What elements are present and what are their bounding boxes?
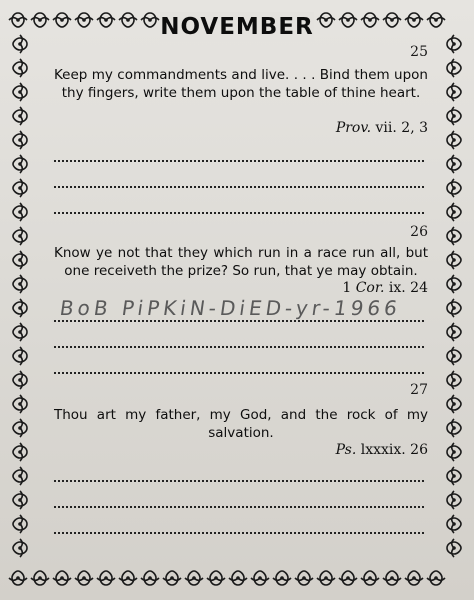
border-flower-ornament [447,419,461,437]
border-flower-ornament [339,571,357,585]
verse-text: Know ye not that they which run in a race run all, but one receiveth the prize? So run, that ye may obtain. [54,245,428,279]
writing-line[interactable] [54,212,424,214]
border-flower-ornament [31,571,49,585]
border-flower-ornament [75,571,93,585]
border-flower-ornament [13,203,27,221]
writing-line[interactable] [54,506,424,508]
day-number: 27 [410,382,428,398]
border-flower-ornament [317,571,335,585]
border-flower-ornament [447,515,461,533]
border-flower-ornament [273,571,291,585]
border-flower-ornament [447,35,461,53]
border-flower-ornament [119,571,137,585]
border-flower-ornament [31,13,49,27]
border-flower-ornament [13,107,27,125]
border-flower-ornament [447,83,461,101]
border-flower-ornament [13,179,27,197]
border-flower-ornament [447,131,461,149]
border-flower-ornament [13,515,27,533]
border-flower-ornament [447,251,461,269]
border-flower-ornament [383,13,401,27]
border-flower-ornament [13,443,27,461]
border-flower-ornament [13,299,27,317]
border-flower-ornament [13,131,27,149]
border-flower-ornament [427,13,445,27]
border-flower-ornament [361,13,379,27]
border-flower-ornament [13,371,27,389]
border-flower-ornament [13,491,27,509]
border-flower-ornament [13,467,27,485]
border-flower-ornament [251,571,269,585]
border-flower-ornament [185,571,203,585]
border-flower-ornament [405,571,423,585]
border-flower-ornament [13,155,27,173]
border-flower-ornament [53,571,71,585]
border-flower-ornament [447,299,461,317]
border-flower-ornament [447,275,461,293]
verse-reference [336,442,428,458]
border-flower-ornament [405,13,423,27]
border-flower-ornament [447,395,461,413]
border-flower-ornament [13,347,27,365]
writing-line[interactable] [54,320,424,322]
writing-line[interactable] [54,346,424,348]
verse-reference [336,120,428,136]
border-flower-ornament [361,571,379,585]
writing-line[interactable] [54,160,424,162]
reference-verse: vii. 2, 3 [375,120,428,136]
border-flower-ornament [447,179,461,197]
verse-reference [342,280,428,296]
border-flower-ornament [119,13,137,27]
border-flower-ornament [447,467,461,485]
border-flower-ornament [13,323,27,341]
reference-book: Prov. [335,120,372,136]
writing-line[interactable] [54,480,424,482]
border-flower-ornament [97,13,115,27]
border-flower-ornament [427,571,445,585]
border-flower-ornament [9,571,27,585]
writing-line[interactable] [54,372,424,374]
border-flower-ornament [13,419,27,437]
day-number: 25 [410,44,428,60]
border-flower-ornament [229,571,247,585]
border-flower-ornament [383,571,401,585]
border-flower-ornament [447,539,461,557]
border-flower-ornament [339,13,357,27]
border-flower-ornament [163,571,181,585]
border-flower-ornament [13,83,27,101]
reference-verse: lxxxix. 26 [360,442,428,458]
border-flower-ornament [75,13,93,27]
day-number: 26 [410,224,428,240]
border-flower-ornament [447,443,461,461]
reference-verse: ix. 24 [388,280,428,296]
border-flower-ornament [447,155,461,173]
border-flower-ornament [295,571,313,585]
reference-prefix: 1 [342,280,352,296]
verse-text: Keep my commandments and live. . . . Bind them upon thy fingers, write them upon the table of thine heart. [54,67,428,101]
border-flower-ornament [13,35,27,53]
border-flower-ornament [13,395,27,413]
border-flower-ornament [447,323,461,341]
border-flower-ornament [13,275,27,293]
border-flower-ornament [97,571,115,585]
writing-line[interactable] [54,186,424,188]
reference-book: Cor. [355,280,385,296]
border-flower-ornament [447,491,461,509]
border-flower-ornament [317,13,335,27]
handwritten-note: BoB PiPKiN-DiED-yr-1966 [58,296,403,320]
border-flower-ornament [447,347,461,365]
border-flower-ornament [9,13,27,27]
border-flower-ornament [13,539,27,557]
border-flower-ornament [13,59,27,77]
border-flower-ornament [447,371,461,389]
border-flower-ornament [13,251,27,269]
border-flower-ornament [141,13,159,27]
border-flower-ornament [447,107,461,125]
border-flower-ornament [13,227,27,245]
border-flower-ornament [447,227,461,245]
reference-book: Ps. [335,442,357,458]
writing-line[interactable] [54,532,424,534]
border-flower-ornament [447,203,461,221]
border-flower-ornament [447,59,461,77]
border-flower-ornament [141,571,159,585]
verse-text: Thou art my father, my God, and the rock of my salvation. [54,407,428,441]
month-title: NOVEMBER [160,14,314,40]
border-flower-ornament [53,13,71,27]
border-flower-ornament [207,571,225,585]
